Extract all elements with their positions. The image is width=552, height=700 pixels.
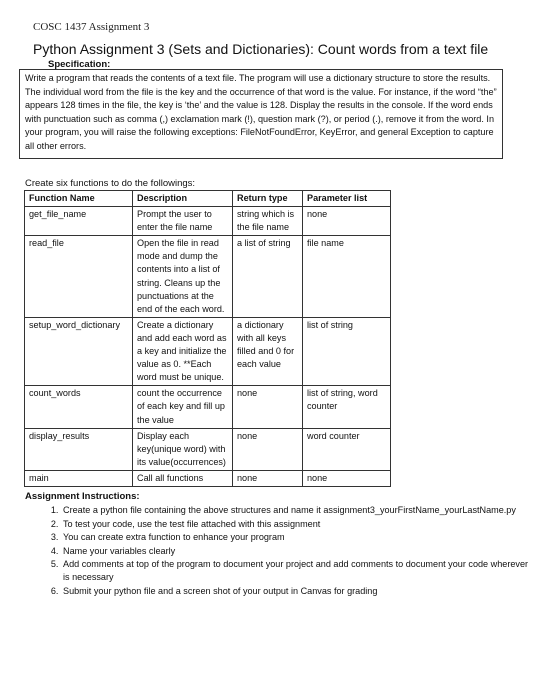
specification-text: Write a program that reads the contents of a text file. The program will use a dictionary structure to store the results. The individual word from the file is the key and the occurrence of that word is the value. For instance, if the word “the” appears 128 times in the file, the key is ‘the’ and the value is 128. Display the results in the console. If the word ends with punctuation such as comma (,) exclamation mark (!), question mark (?), or period (.), remove it from the word. In your program, you will raise the following exceptions: FileNotFoundError, KeyError, and general Exception to capture all other errors. <box>25 73 497 151</box>
specification-box <box>19 69 503 159</box>
return-type-cell: none <box>233 386 303 428</box>
function-name-cell: display_results <box>25 428 133 470</box>
table-row <box>25 386 391 428</box>
list-item: 5. Add comments at top of the program to document your project and add comments to document your code wherever is necessary <box>61 558 531 583</box>
column-header: Return type <box>233 191 303 207</box>
table-header-row <box>25 191 391 207</box>
parameter-list-cell: none <box>303 207 391 236</box>
table-row <box>25 207 391 236</box>
description-cell: Open the file in read mode and dump the contents into a list of string. Cleans up the punctuations at the end of the each word. <box>133 236 233 318</box>
instructions-heading: Assignment Instructions: <box>25 491 140 502</box>
instructions-list <box>44 504 531 598</box>
return-type-cell: none <box>233 428 303 470</box>
description-cell: Call all functions <box>133 470 233 486</box>
description-cell: count the occurrence of each key and fill up the value <box>133 386 233 428</box>
document-title: Python Assignment 3 (Sets and Dictionaries): Count words from a text file <box>33 41 489 57</box>
parameter-list-cell: word counter <box>303 428 391 470</box>
parameter-list-cell: list of string <box>303 317 391 385</box>
return-type-cell: a dictionary with all keys filled and 0 for each value <box>233 317 303 385</box>
description-cell: Prompt the user to enter the file name <box>133 207 233 236</box>
list-item: 3. You can create extra function to enhance your program <box>61 531 531 544</box>
table-row <box>25 428 391 470</box>
column-header: Description <box>133 191 233 207</box>
function-name-cell: get_file_name <box>25 207 133 236</box>
parameter-list-cell: list of string, word counter <box>303 386 391 428</box>
return-type-cell: string which is the file name <box>233 207 303 236</box>
column-header: Function Name <box>25 191 133 207</box>
description-cell: Create a dictionary and add each word as a key and initialize the value as 0. **Each word must be unique. <box>133 317 233 385</box>
parameter-list-cell: file name <box>303 236 391 318</box>
list-item: 4. Name your variables clearly <box>61 545 531 558</box>
table-row <box>25 317 391 385</box>
return-type-cell: a list of string <box>233 236 303 318</box>
function-name-cell: main <box>25 470 133 486</box>
course-header: COSC 1437 Assignment 3 <box>33 21 150 33</box>
list-item: 6. Submit your python file and a screen shot of your output in Canvas for grading <box>61 585 531 598</box>
function-name-cell: setup_word_dictionary <box>25 317 133 385</box>
description-cell: Display each key(unique word) with its value(occurrences) <box>133 428 233 470</box>
function-name-cell: count_words <box>25 386 133 428</box>
function-name-cell: read_file <box>25 236 133 318</box>
list-item: 1. Create a python file containing the above structures and name it assignment3_yourFirstName_yourLastName.py <box>61 504 531 517</box>
return-type-cell: none <box>233 470 303 486</box>
column-header: Parameter list <box>303 191 391 207</box>
functions-table <box>24 190 391 487</box>
table-row <box>25 470 391 486</box>
list-item: 2. To test your code, use the test file attached with this assignment <box>61 518 531 531</box>
functions-caption: Create six functions to do the followings: <box>25 178 196 189</box>
table-row <box>25 236 391 318</box>
specification-label: Specification: <box>48 59 111 70</box>
parameter-list-cell: none <box>303 470 391 486</box>
